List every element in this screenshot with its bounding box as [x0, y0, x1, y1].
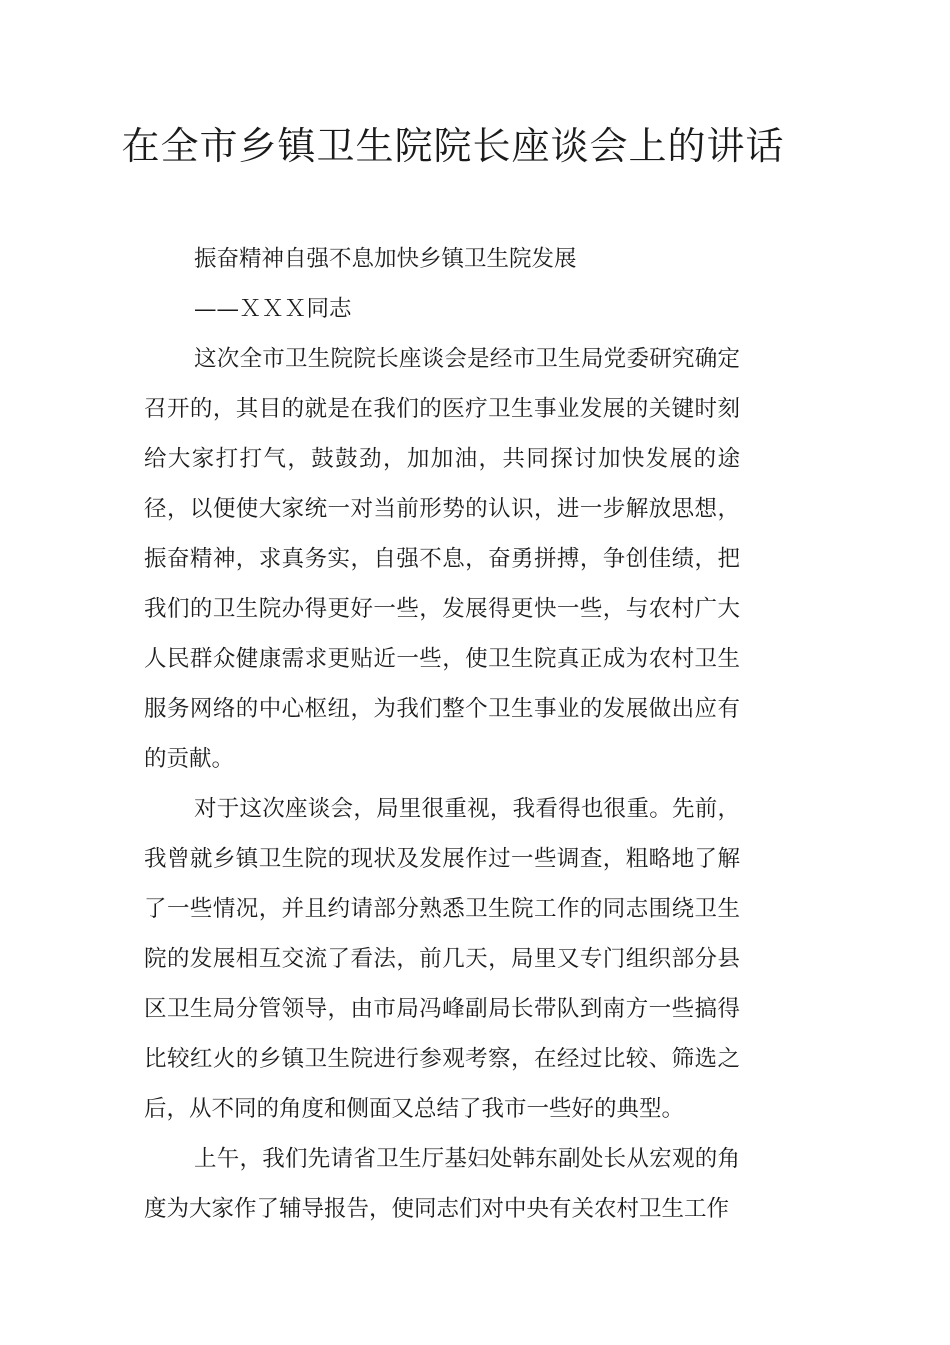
paragraph-2: 对于这次座谈会，局里很重视，我看得也很重。先前，我曾就乡镇卫生院的现状及发展作过一些调查，粗略地了解了一些情况，并且约请部分熟悉卫生院工作的同志围绕卫生院的发展相互交流了看法，前几天，局里又专门组织部分县区卫生局分管领导，由市局冯峰副局长带队到南方一些搞得比较红火的乡镇卫生院进行参观考察，在经过比较、筛选之后，从不同的角度和侧面又总结了我市一些好的典型。: [144, 796, 740, 1122]
document-title: 在全市乡镇卫生院院长座谈会上的讲话: [121, 124, 785, 168]
document-body: [144, 234, 740, 1234]
paragraph-1: 这次全市卫生院院长座谈会是经市卫生局党委研究确定召开的，其目的就是在我们的医疗卫生事业发展的关键时刻给大家打打气，鼓鼓劲，加加油，共同探讨加快发展的途径，以便使大家统一对当前形势的认识，进一步解放思想，振奋精神，求真务实，自强不息，奋勇拼搏，争创佳绩，把我们的卫生院办得更好一些，发展得更快一些，与农村广大人民群众健康需求更贴近一些，使卫生院真正成为农村卫生服务网络的中心枢纽，为我们整个卫生事业的发展做出应有的贡献。: [144, 346, 740, 772]
paragraph-3: 上午，我们先请省卫生厅基妇处韩东副处长从宏观的角度为大家作了辅导报告，使同志们对中央有关农村卫生工作: [144, 1146, 740, 1222]
speech-subtitle: 振奋精神自强不息加快乡镇卫生院发展: [194, 246, 577, 272]
speech-author: ——ＸＸＸ同志: [194, 296, 352, 322]
